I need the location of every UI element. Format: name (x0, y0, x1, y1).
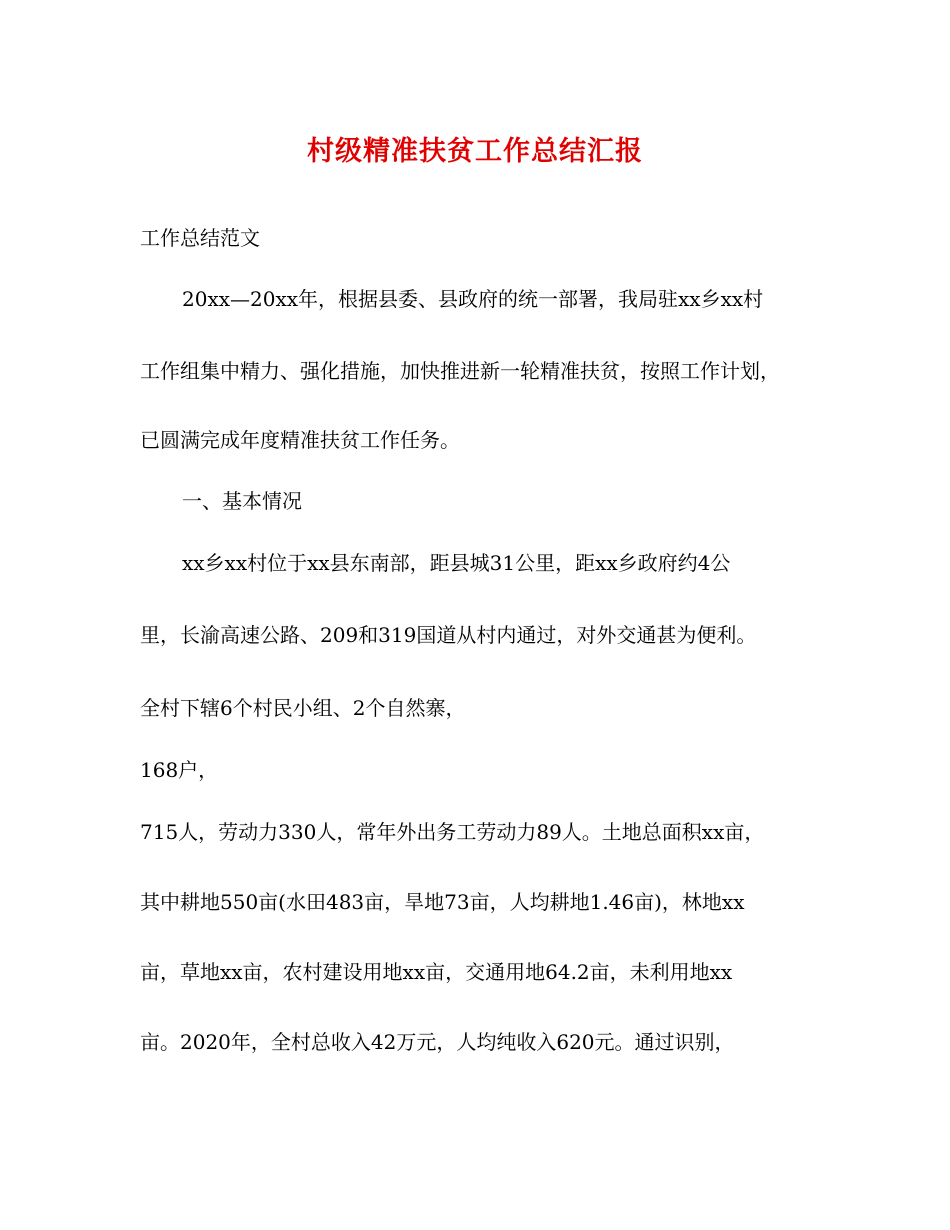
paragraph-line: 715人，劳动力330人，常年外出务工劳动力89人。土地总面积xx亩， (140, 820, 765, 844)
paragraph-line: xx乡xx村位于xx县东南部，距县城31公里，距xx乡政府约4公 (182, 551, 731, 575)
subtitle-line: 工作总结范文 (140, 226, 260, 250)
paragraph-line: 已圆满完成年度精准扶贫工作任务。 (140, 428, 460, 452)
paragraph-line: 工作组集中精力、强化措施，加快推进新一轮精准扶贫，按照工作计划， (140, 359, 780, 383)
paragraph-line: 亩。2020年，全村总收入42万元，人均纯收入620元。通过识别， (140, 1030, 735, 1054)
paragraph-line: 168户， (140, 758, 219, 782)
paragraph-line: 全村下辖6个村民小组、2个自然寨， (140, 696, 466, 720)
document-title: 村级精准扶贫工作总结汇报 (307, 136, 643, 167)
paragraph-line: 其中耕地550亩(水田483亩，旱地73亩，人均耕地1.46亩)，林地xx (140, 890, 745, 914)
paragraph-line: 20xx—20xx年，根据县委、县政府的统一部署，我局驻xx乡xx村 (182, 287, 764, 311)
paragraph-line: 亩，草地xx亩，农村建设用地xx亩，交通用地64.2亩，未利用地xx (140, 960, 733, 984)
paragraph-line: 里，长渝高速公路、209和319国道从村内通过，对外交通甚为便利。 (140, 623, 757, 647)
section-heading: 一、基本情况 (182, 489, 302, 513)
